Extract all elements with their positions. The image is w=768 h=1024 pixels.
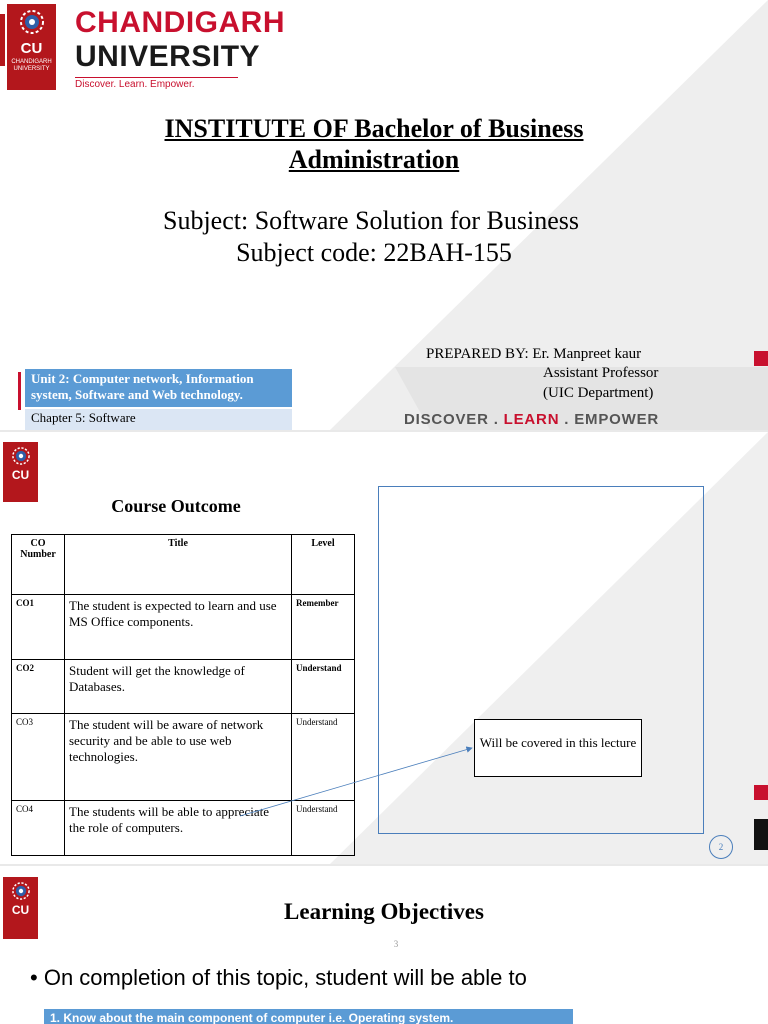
course-outcome-slide xyxy=(0,432,768,864)
subject-name: Subject: Software Solution for Business xyxy=(163,206,579,235)
logo-side-strip xyxy=(0,14,5,66)
objective-item-1: 1. Know about the main component of computer i.e. Operating system. xyxy=(44,1009,573,1024)
header-co-number: CO Number xyxy=(12,535,65,595)
brand-name-line2: UNIVERSITY xyxy=(75,40,261,73)
subject-code: Subject code: 22BAH-155 xyxy=(236,238,512,267)
department: (UIC Department) xyxy=(543,385,654,401)
institute-title-line1: INSTITUTE OF Bachelor of Business xyxy=(164,114,584,143)
bullet-dot-icon: • xyxy=(30,965,38,990)
slogan-dot-2: . xyxy=(559,411,575,428)
title-slide xyxy=(0,0,768,430)
co-level-cell: Understand xyxy=(292,801,355,856)
lecture-callout: Will be covered in this lecture xyxy=(474,719,642,777)
co-level-cell: Understand xyxy=(292,714,355,801)
page-number-badge: 2 xyxy=(709,835,733,859)
logo-cu-text: CU xyxy=(11,903,30,917)
brand-underline xyxy=(75,77,238,78)
header-level: Level xyxy=(292,535,355,595)
logo-sub-text: CHANDIGARH UNIVERSITY xyxy=(11,59,52,72)
bullet-text: On completion of this topic, student will be able to xyxy=(43,965,527,990)
co-number-cell: CO3 xyxy=(12,714,65,801)
slogan-dot-1: . xyxy=(488,411,504,428)
unit-box: Unit 2: Computer network, Information system, Software and Web technology. xyxy=(25,369,292,407)
header-title: Title xyxy=(65,535,292,595)
institute-title-line2: Administration xyxy=(288,145,460,174)
co-title-cell: The students will be able to appreciate the role of computers. xyxy=(65,801,292,856)
co-level-cell: Remember xyxy=(292,595,355,660)
slogan xyxy=(404,411,659,429)
co-level-cell: Understand xyxy=(292,660,355,714)
co-title-cell: The student is expected to learn and use MS Office components. xyxy=(65,595,292,660)
course-outcome-heading: Course Outcome xyxy=(111,496,241,516)
brand-tagline: Discover. Learn. Empower. xyxy=(75,79,195,90)
co-title-cell: The student will be aware of network security and be able to use web technologies. xyxy=(65,714,292,801)
chapter-box: Chapter 5: Software xyxy=(25,409,292,430)
unit-accent-bar xyxy=(18,372,21,410)
callout-connector-arrow xyxy=(0,432,768,864)
slogan-learn: LEARN xyxy=(503,411,560,428)
learning-objectives-slide xyxy=(0,866,768,1024)
logo-cu-text: CU xyxy=(11,468,30,482)
logo-cu-text: CU xyxy=(20,40,43,57)
co-title-cell: Student will get the knowledge of Databases. xyxy=(65,660,292,714)
prepared-by: PREPARED BY: Er. Manpreet kaur xyxy=(426,346,642,362)
cu-logo xyxy=(7,4,56,90)
co-number-cell: CO4 xyxy=(12,801,65,856)
page-number: 3 xyxy=(393,939,399,949)
bullet-item xyxy=(30,964,527,992)
slogan-empower: EMPOWER xyxy=(574,411,660,428)
gear-emblem-icon xyxy=(17,7,47,37)
co-number-cell: CO2 xyxy=(12,660,65,714)
brand-name-line1: CHANDIGARH xyxy=(75,6,285,39)
learning-objectives-heading: Learning Objectives xyxy=(284,899,484,924)
co-number-cell: CO1 xyxy=(12,595,65,660)
designation: Assistant Professor xyxy=(543,365,659,381)
slogan-discover: DISCOVER xyxy=(404,411,489,428)
